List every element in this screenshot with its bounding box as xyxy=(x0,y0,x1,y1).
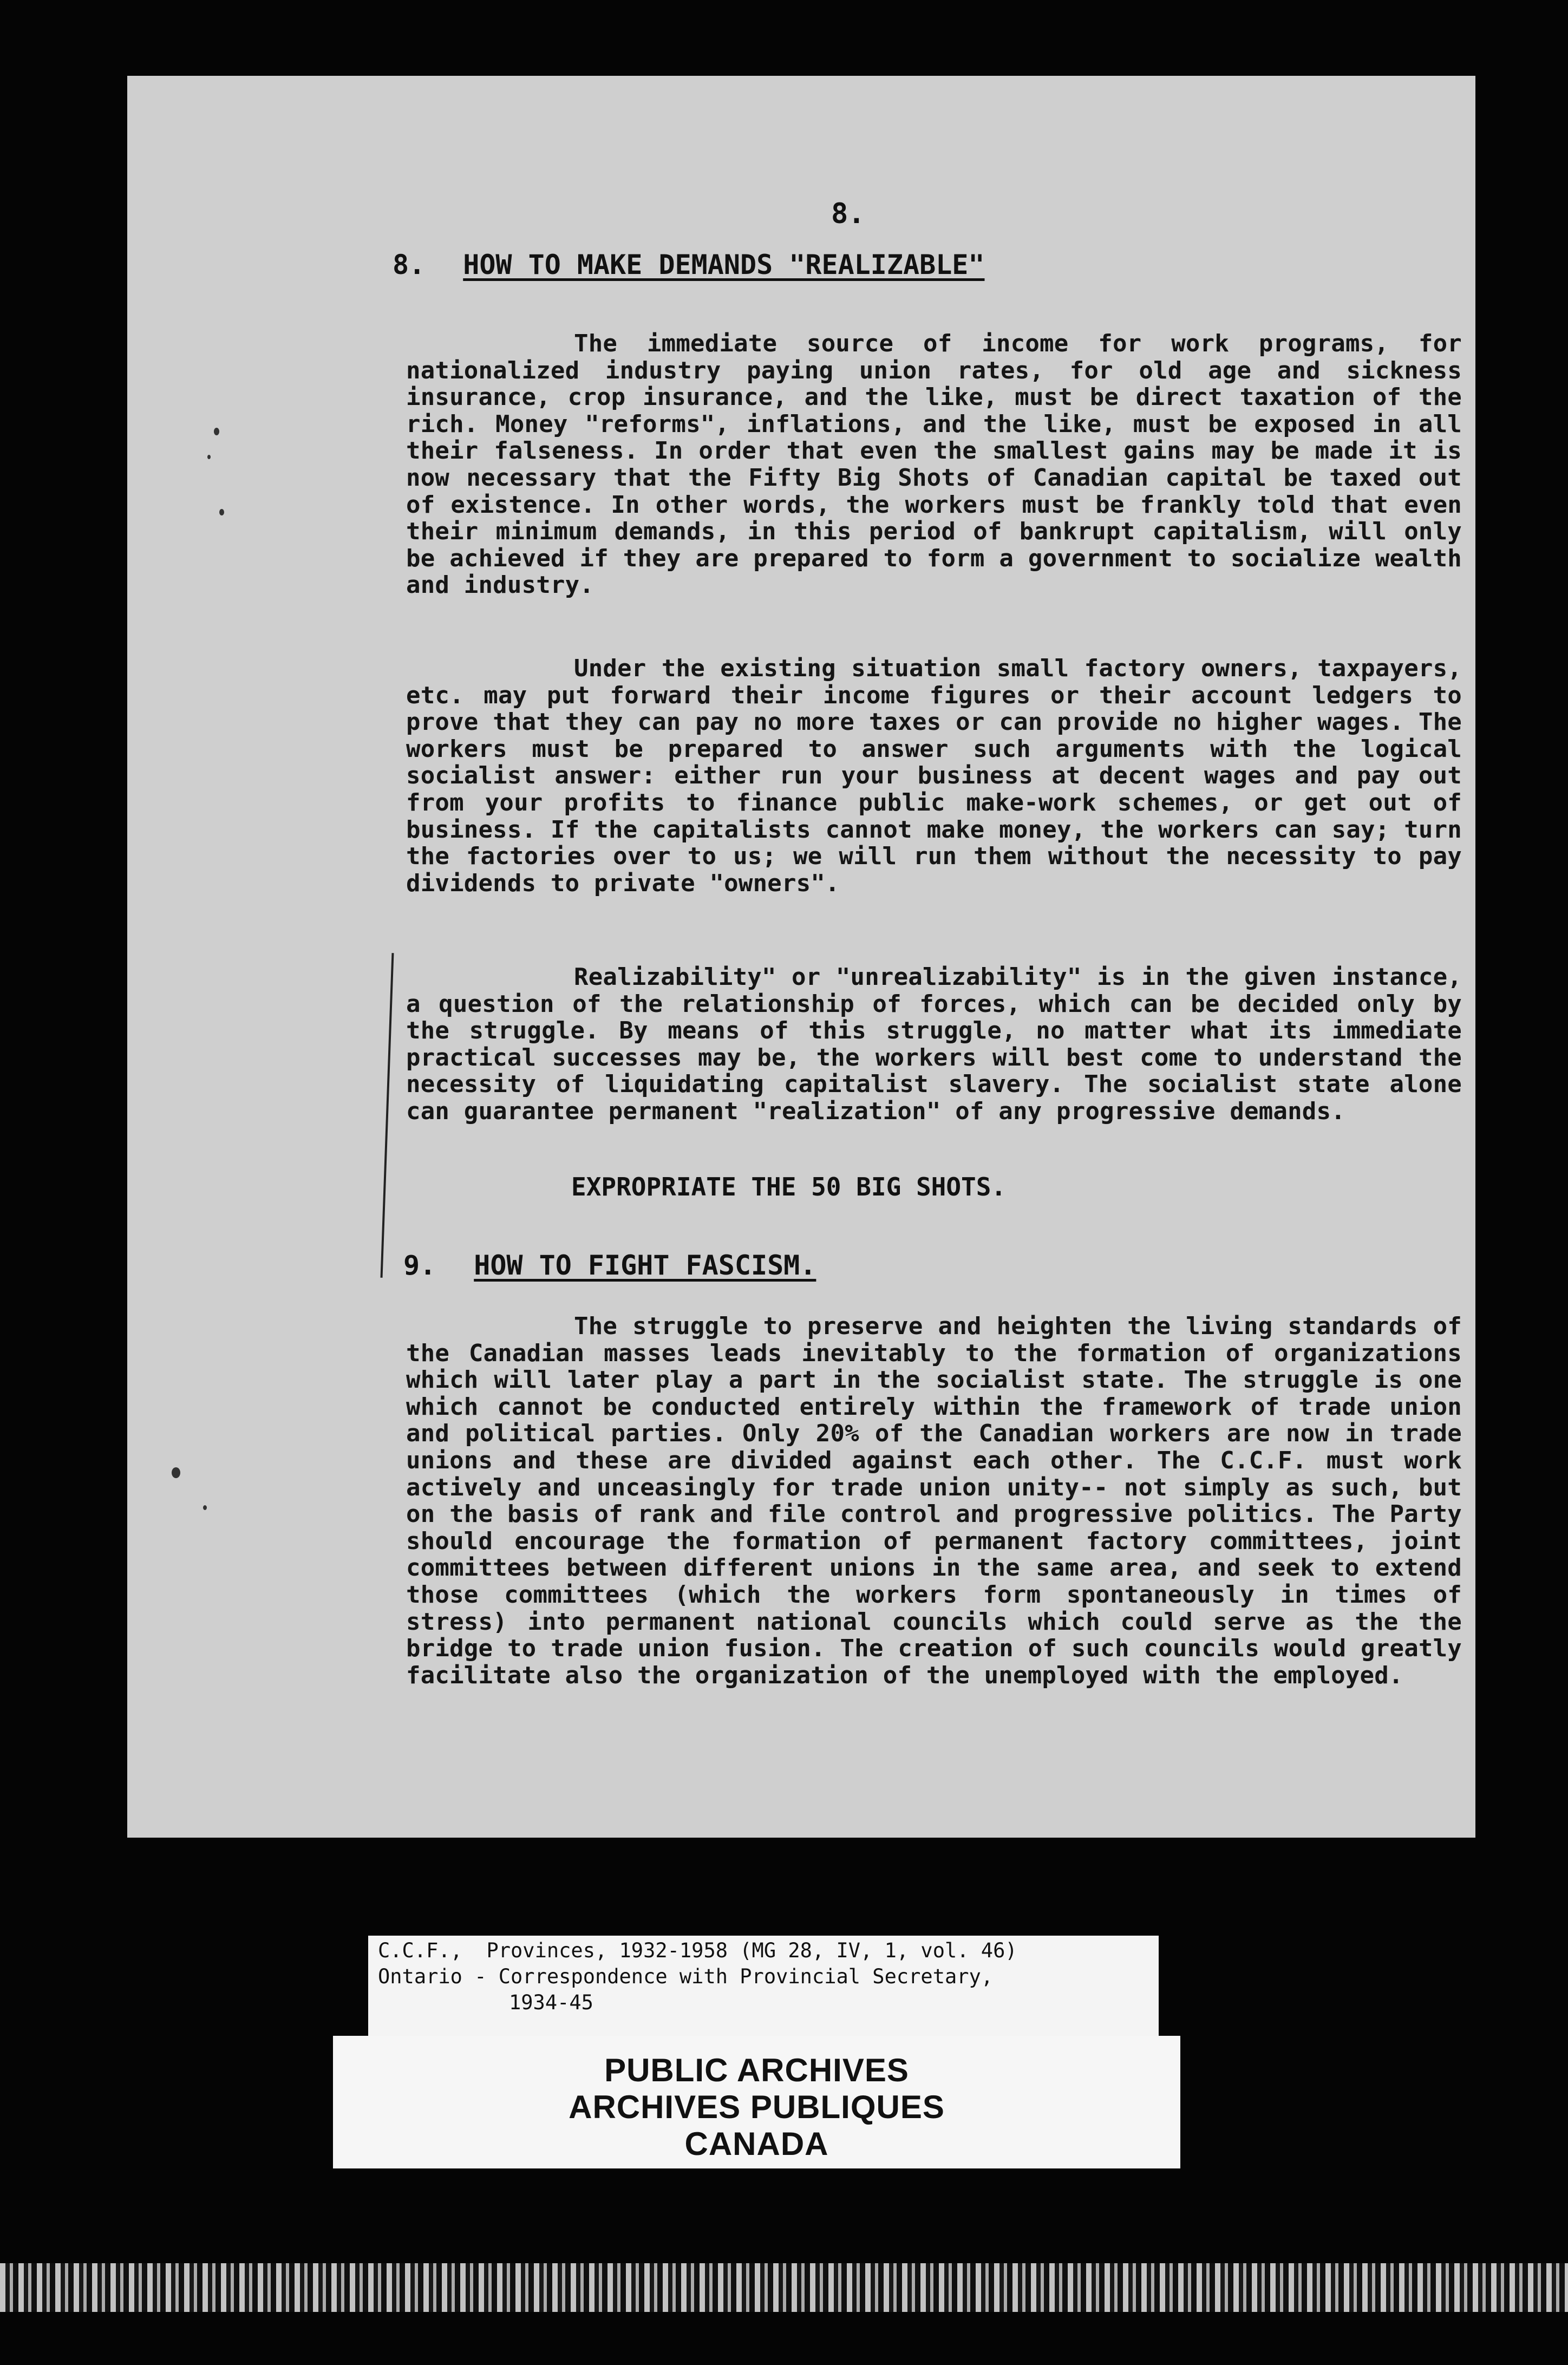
section-9-title: HOW TO FIGHT FASCISM. xyxy=(474,1250,816,1281)
archive-label-line-3: 1934-45 xyxy=(509,1991,593,2014)
section-8-slogan: EXPROPRIATE THE 50 BIG SHOTS. xyxy=(571,1172,1007,1201)
section-8-paragraph-2: Under the existing situation small factory owners, taxpayers, etc. may put forward their income figures or their account ledgers to prove that they can pay no more taxes or can provide no higher wages. The workers must be prepared to answer such arguments with the logical socialist answer: either run your business at decent wages and pay out from your profits to finance public make-work schemes, or get out of business. If the capitalists cannot make money, the workers can say; turn the factories over to us; we will run them without the necessity to pay dividends to private "owners". xyxy=(406,655,1462,897)
microfilm-edge-strip xyxy=(0,2263,1568,2312)
stamp-line-2: ARCHIVES PUBLIQUES xyxy=(569,2089,945,2125)
public-archives-stamp xyxy=(333,2036,1180,2168)
section-8-paragraph-1: The immediate source of income for work programs, for nationalized industry paying union rates, for old age and sickness insurance, crop insurance, and the like, must be direct taxation of the rich. Money "reforms", inflations, and the like, must be exposed in all their falseness. In order that even the smallest gains may be made it is now necessary that the Fifty Big Shots of Canadian capital be taxed out of existence. In other words, the workers must be frankly told that even their minimum demands, in this period of bankrupt capitalism, will only be achieved if they are prepared to form a government to socialize wealth and industry. xyxy=(406,330,1462,599)
stamp-line-1: PUBLIC ARCHIVES xyxy=(604,2052,909,2088)
margin-pencil-mark xyxy=(381,953,394,1278)
archive-reference-label xyxy=(368,1936,1159,2039)
archive-label-line-1: C.C.F., Provinces, 1932-1958 (MG 28, IV, 1, vol. 46) xyxy=(378,1939,1017,1962)
typed-document-page xyxy=(127,76,1475,1838)
ink-speck xyxy=(219,509,224,515)
ink-speck xyxy=(172,1467,180,1478)
section-8-paragraph-3: Realizability" or "unrealizability" is in the given instance, a question of the relationship of forces, which can be decided only by the struggle. By means of this struggle, no matter what its immediate practical successes may be, the workers will best come to understand the necessity of liquidating capitalist slavery. The socialist state alone can guarantee permanent "realization" of any progressive demands. xyxy=(406,963,1462,1125)
section-9-number: 9. xyxy=(403,1250,436,1281)
archive-label-line-2: Ontario - Correspondence with Provincial Secretary, xyxy=(378,1965,994,1988)
ink-speck xyxy=(207,455,211,459)
section-9-paragraph-1: The struggle to preserve and heighten the living standards of the Canadian masses leads inevitably to the formation of organizations which will later play a part in the socialist state. The struggle is one which cannot be conducted entirely within the framework of trade union and political parties. Only 20% of the Canadian workers are now in trade unions and these are divided against each other. The C.C.F. must work actively and unceasingly for trade union unity-- not simply as such, but on the basis of rank and file control and progressive politics. The Party should encourage the formation of permanent factory committees, joint committees between different unions in the same area, and seek to extend those committees (which the workers form spontaneously in times of stress) into permanent national councils which could serve as the the bridge to trade union fusion. The creation of such councils would greatly facilitate also the organization of the unemployed with the employed. xyxy=(406,1312,1462,1689)
section-8-title: HOW TO MAKE DEMANDS "REALIZABLE" xyxy=(463,249,985,280)
section-8-number: 8. xyxy=(393,249,426,280)
page-number: 8. xyxy=(831,198,865,230)
ink-speck xyxy=(214,428,219,435)
section-9-heading xyxy=(403,1250,816,1281)
section-8-heading xyxy=(393,249,985,280)
ink-speck xyxy=(203,1505,207,1510)
stamp-line-3: CANADA xyxy=(684,2126,829,2162)
